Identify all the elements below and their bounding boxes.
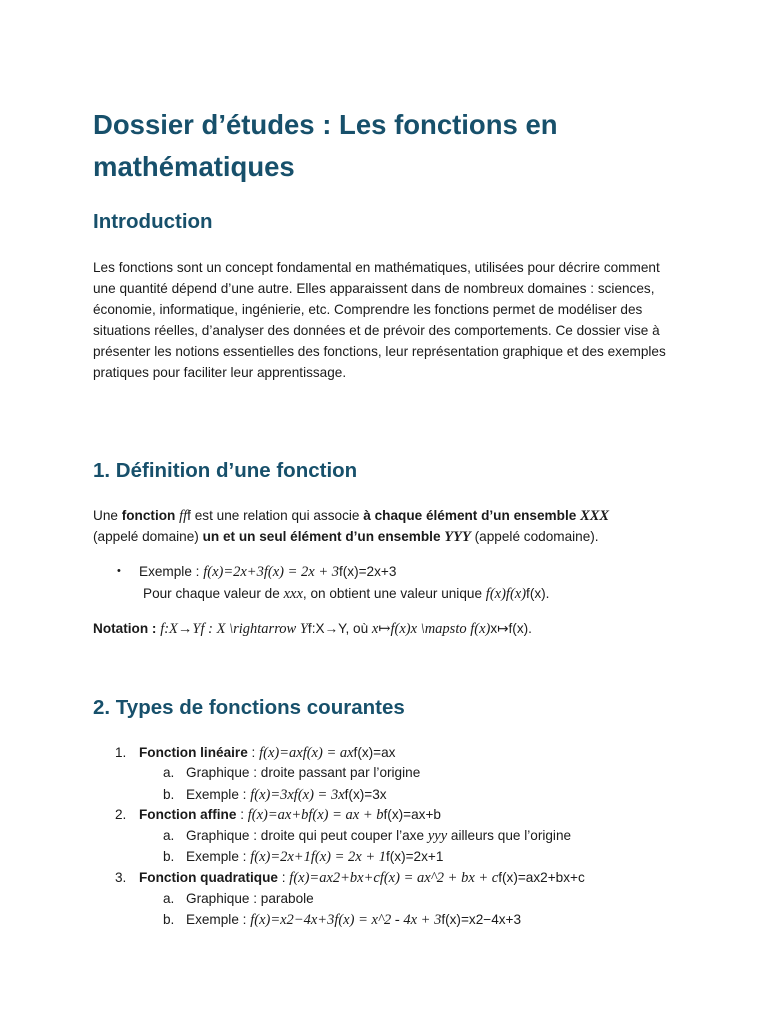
intro-heading: Introduction xyxy=(93,210,213,233)
list-item-affine: Fonction affine : f(x)=ax+bf(x) = ax + bf(x)=ax+b xyxy=(139,807,441,823)
sub-letter: a. xyxy=(163,828,175,843)
page-title: Dossier d’études : Les fonctions en mathématiques xyxy=(93,109,558,182)
list-number: 2. xyxy=(115,807,127,822)
sub-letter: a. xyxy=(163,765,175,780)
section1-heading: 1. Définition d’une fonction xyxy=(93,459,358,482)
notation-line: Notation : f:X→Yf : X \rightarrow Yf:X→Y, où x↦f(x)x \mapsto f(x)x↦f(x). xyxy=(93,621,532,637)
section2-heading: 2. Types de fonctions courantes xyxy=(93,696,405,719)
sub-letter: b. xyxy=(163,787,175,802)
list-item-linear: Fonction linéaire : f(x)=axf(x) = axf(x)=ax xyxy=(139,745,396,761)
list-number: 1. xyxy=(115,745,127,760)
definition-line-2: (appelé domaine) un et un seul élément d’un ensemble YYY (appelé codomaine). xyxy=(93,529,599,545)
definition-line-1: Une fonction fff est une relation qui associe à chaque élément d’un ensemble XXX xyxy=(93,508,610,524)
list-item-quadratic: Fonction quadratique : f(x)=ax2+bx+cf(x) = ax^2 + bx + cf(x)=ax2+bx+c xyxy=(139,870,585,886)
bullet-marker: • xyxy=(117,565,121,577)
sub-item-example: Exemple : f(x)=2x+1f(x) = 2x + 1f(x)=2x+1 xyxy=(186,849,444,865)
example-line: Exemple : f(x)=2x+3f(x) = 2x + 3f(x)=2x+3 xyxy=(139,564,397,580)
sub-item-graph: Graphique : parabole xyxy=(186,891,314,906)
example-explanation: Pour chaque valeur de xxx, on obtient une valeur unique f(x)f(x)f(x). xyxy=(143,586,550,602)
sub-item-example: Exemple : f(x)=3xf(x) = 3xf(x)=3x xyxy=(186,787,387,803)
intro-paragraph: Les fonctions sont un concept fondamental en mathématiques, utilisées pour décrire comment une quantité dépend d’une autre. Elles apparaissent dans de nombreux domaines : sciences, économie, informatique, ingénierie, etc. Comprendre les fonctions permet de modéliser des situations réelles, d’analyser des données et de prévoir des comportements. Ce dossier vise à présenter les notions essentielles des fonctions, leur représentation graphique et des exemples pratiques pour faciliter leur apprentissage. xyxy=(93,260,666,380)
sub-letter: b. xyxy=(163,912,175,927)
sub-item-graph: Graphique : droite passant par l’origine xyxy=(186,765,421,780)
list-number: 3. xyxy=(115,870,127,885)
sub-item-graph: Graphique : droite qui peut couper l’axe yyy ailleurs que l’origine xyxy=(186,828,572,844)
sub-letter: b. xyxy=(163,849,175,864)
sub-letter: a. xyxy=(163,891,175,906)
sub-item-example: Exemple : f(x)=x2−4x+3f(x) = x^2 - 4x + 3f(x)=x2−4x+3 xyxy=(186,912,522,928)
